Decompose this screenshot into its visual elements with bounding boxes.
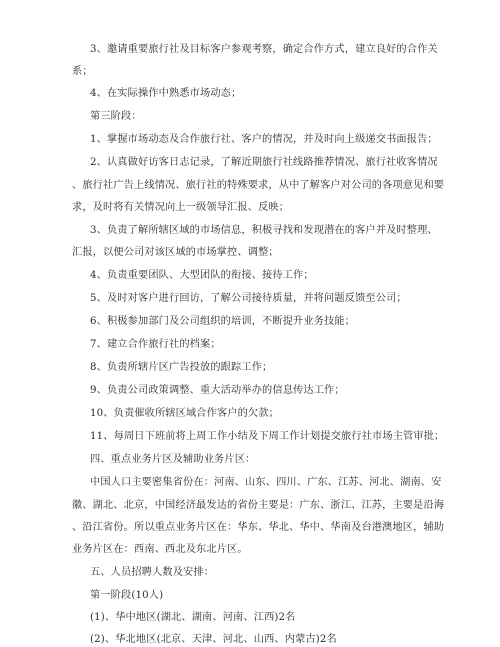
paragraph-line: 6、积极参加部门及公司组织的培训，不断提升业务技能； xyxy=(90,316,356,327)
paragraph-line: 、旅行社广告上线情况、旅行社的特殊要求，从中了解客户对公司的各项意见和要 xyxy=(72,180,445,191)
paragraph-line: 3、邀请重要旅行社及目标客户参观考察，确定合作方式，建立良好的合作关 xyxy=(90,44,438,55)
paragraph-line: 9、负责公司政策调整、重大活动举办的信息传达工作； xyxy=(90,385,345,396)
paragraph-line: 7、建立合作旅行社的档案； xyxy=(90,339,221,350)
paragraph-line: 4、负责重要团队、大型团队的衔接、接待工作； xyxy=(90,270,314,281)
paragraph-line: 汇报，以便公司对该区域的市场掌控、调整； xyxy=(72,247,279,258)
list-item: (2)、华北地区(北京、天津、河北、山西、内蒙古)2名 xyxy=(90,634,337,645)
paragraph-line: 系； xyxy=(72,66,93,77)
paragraph-line: 求，及时将有关情况向上一级领导汇报、反映； xyxy=(72,202,290,213)
section-heading: 四、重点业务片区及辅助业务片区： xyxy=(90,454,256,465)
paragraph-line: 、沿江省份。所以重点业务片区在：华东、华北、华中、华南及台港澳地区，辅助 xyxy=(72,522,445,533)
paragraph-line: 4、在实际操作中熟悉市场动态； xyxy=(90,88,242,99)
paragraph-line: 业务片区在：西南、西北及东北片区。 xyxy=(72,544,248,555)
section-heading: 五、人员招聘人数及安排： xyxy=(90,567,215,578)
paragraph-line: 8、负责所辖片区广告投放的跟踪工作； xyxy=(90,362,273,373)
paragraph-line: 10、负责催收所辖区域合作客户的欠款； xyxy=(90,408,279,419)
paragraph-line: 2、认真做好访客日志记录，了解近期旅行社线路推荐情况、旅行社收客情况 xyxy=(90,157,438,168)
paragraph-line: 中国人口主要密集省份在：河南、山东、四川、广东、江苏、河北、湖南、安 xyxy=(90,477,442,488)
subsection-heading: 第一阶段(10人) xyxy=(90,590,164,601)
paragraph-line: 3、负责了解所辖区域的市场信息，积极寻找和发现潜在的客户并及时整理、 xyxy=(90,225,438,236)
paragraph-line: 徽、湖北、北京，中国经济最发达的省份主要是：广东、浙江、江苏，主要是沿海 xyxy=(72,500,445,511)
list-item: (1)、华中地区(湖北、湖南、河南、江西)2名 xyxy=(90,612,296,623)
paragraph-line: 11、每周日下班前将上周工作小结及下周工作计划提交旅行社市场主管审批； xyxy=(90,431,445,442)
paragraph-line: 5、及时对客户进行回访，了解公司接待质量，并将问题反馈至公司； xyxy=(90,293,407,304)
paragraph-line: 1、掌握市场动态及合作旅行社、客户的情况，并及时向上级递交书面报告； xyxy=(90,134,438,145)
section-heading: 第三阶段： xyxy=(90,111,142,122)
